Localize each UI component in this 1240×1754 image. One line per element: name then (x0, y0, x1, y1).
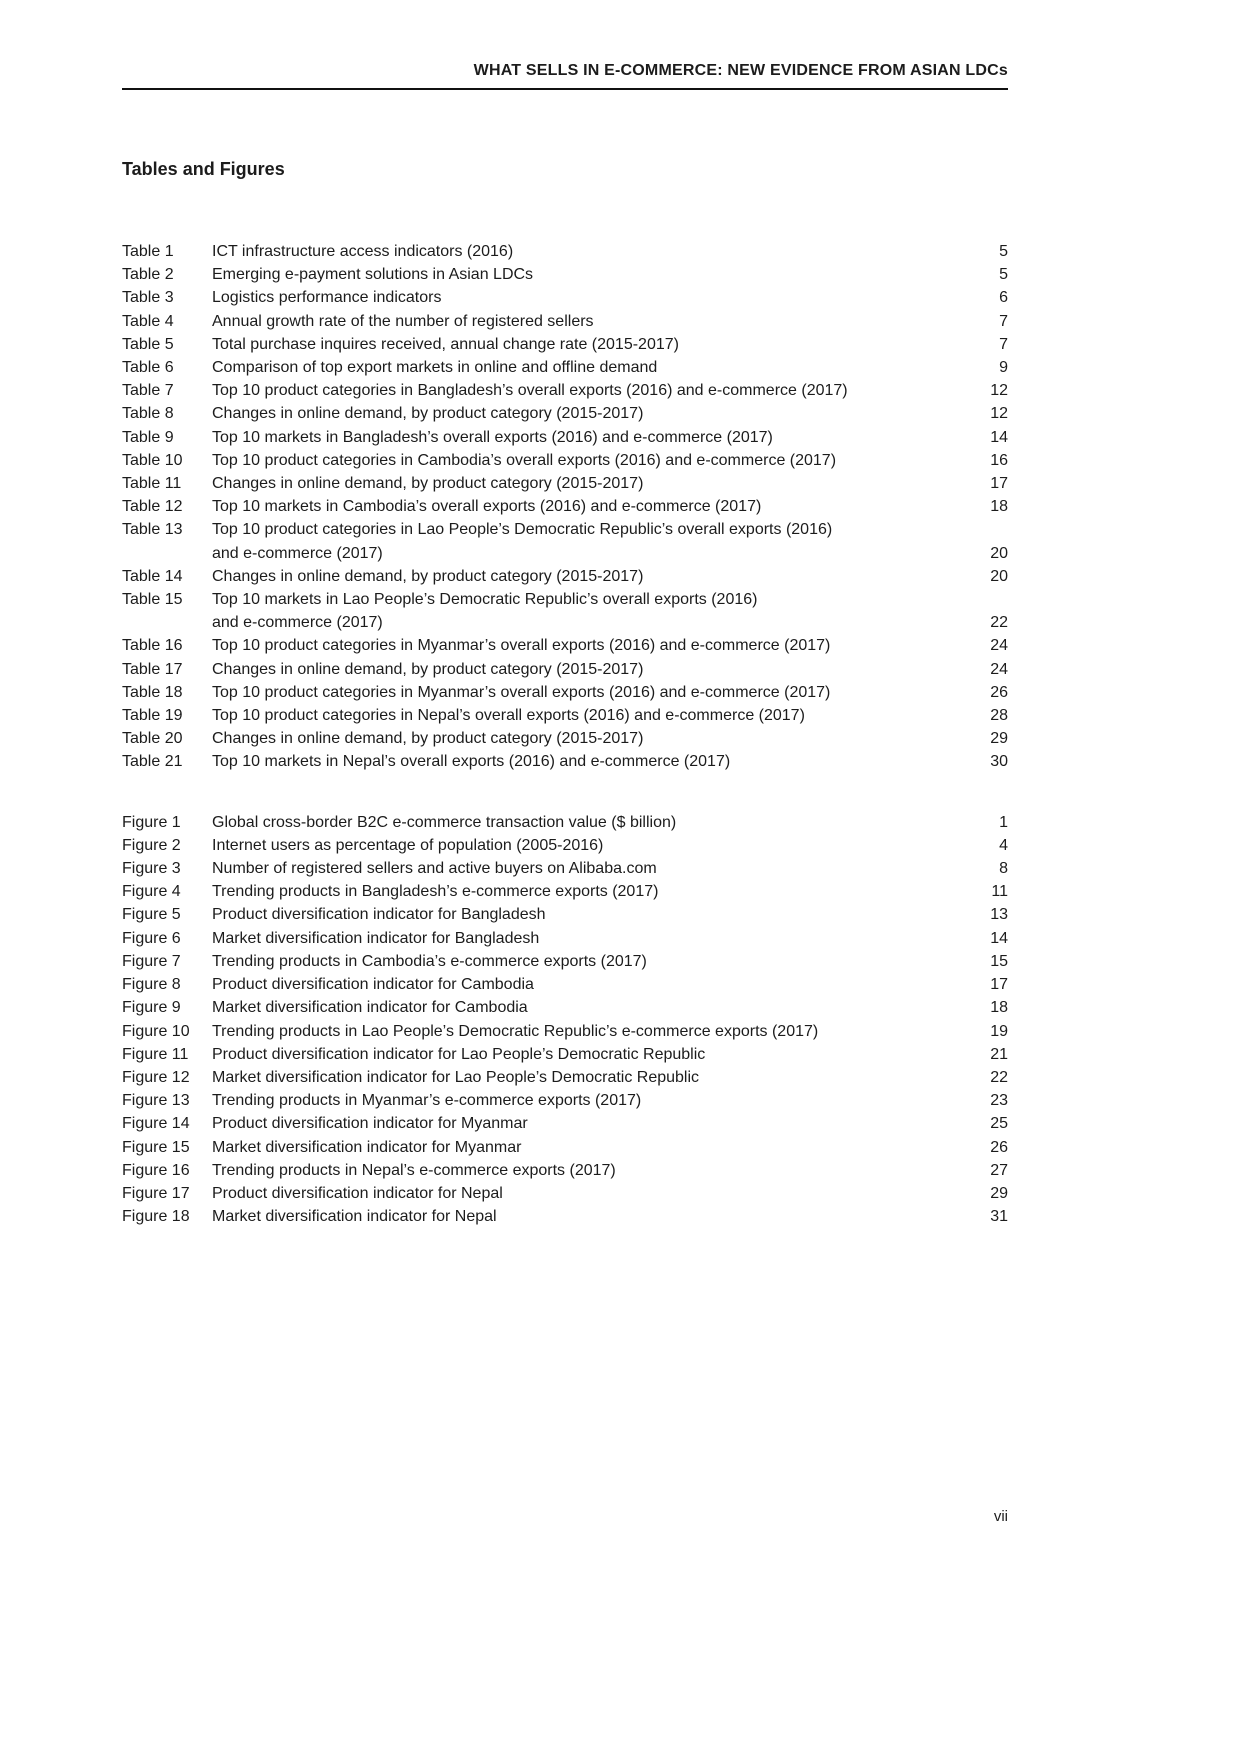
figure-entry (122, 903, 1008, 926)
table-label: Table 17 (122, 660, 183, 678)
running-header (122, 0, 1008, 90)
figure-page-number: 26 (990, 1138, 1008, 1156)
figure-title (212, 1182, 964, 1205)
table-entry (122, 286, 1008, 309)
table-title-line: and e-commerce (2017) (212, 614, 383, 632)
figure-label: Figure 11 (122, 1045, 189, 1063)
figure-entry (122, 811, 1008, 834)
figure-entry (122, 1066, 1008, 1089)
table-entry (122, 472, 1008, 495)
figure-title (212, 1089, 964, 1112)
table-page-number: 7 (999, 312, 1008, 330)
table-page-number: 16 (990, 451, 1008, 469)
table-entry (122, 379, 1008, 402)
figure-label: Figure 7 (122, 952, 181, 970)
table-title-line: Top 10 markets in Nepal’s overall exports (2016) and e-commerce (2017) (212, 753, 731, 771)
table-title-line: Top 10 product categories in Myanmar’s overall exports (2016) and e-commerce (2017) (212, 683, 831, 701)
figure-page-number: 27 (990, 1161, 1008, 1179)
table-title-line: Changes in online demand, by product category (2015-2017) (212, 660, 644, 678)
figure-title-line: Market diversification indicator for Lao People’s Democratic Republic (212, 1068, 700, 1086)
figure-title (212, 1205, 964, 1228)
table-entry (122, 750, 1008, 773)
table-title (212, 727, 964, 750)
figure-entry (122, 857, 1008, 880)
table-entry (122, 681, 1008, 704)
figure-page-number: 18 (990, 999, 1008, 1017)
table-label: Table 3 (122, 289, 174, 307)
running-header-title: WHAT SELLS IN E-COMMERCE: NEW EVIDENCE FROM ASIAN LDCs (473, 62, 1008, 79)
table-label: Table 1 (122, 243, 174, 260)
figure-label: Figure 8 (122, 976, 181, 994)
figure-entry (122, 1043, 1008, 1066)
table-title (212, 333, 964, 356)
table-title-line: Top 10 product categories in Myanmar’s overall exports (2016) and e-commerce (2017) (212, 637, 831, 655)
table-label: Table 10 (122, 451, 183, 469)
figure-label: Figure 3 (122, 860, 181, 878)
table-title (212, 518, 964, 564)
figure-entry (122, 1182, 1008, 1205)
table-page-number: 7 (999, 335, 1008, 353)
table-title-line: Top 10 product categories in Nepal’s overall exports (2016) and e-commerce (2017) (212, 707, 805, 725)
table-title-line: Top 10 product categories in Lao People’s Democratic Republic’s overall exports (2016) (212, 521, 833, 539)
table-page-number: 20 (990, 567, 1008, 585)
figure-title (212, 834, 964, 857)
figure-entry (122, 973, 1008, 996)
figure-title (212, 1020, 964, 1043)
figure-title-line: Global cross-border B2C e-commerce transaction value ($ billion) (212, 813, 677, 831)
table-page-number: 24 (990, 660, 1008, 678)
table-title-line: Emerging e-payment solutions in Asian LDCs (212, 266, 534, 284)
table-entry (122, 704, 1008, 727)
figure-label: Figure 2 (122, 836, 181, 854)
table-title (212, 310, 964, 333)
table-title (212, 426, 964, 449)
table-entry (122, 310, 1008, 333)
figure-title (212, 950, 964, 973)
table-title (212, 750, 964, 773)
table-entry (122, 240, 1008, 263)
figure-title-line: Product diversification indicator for Cambodia (212, 976, 534, 994)
table-title (212, 356, 964, 379)
table-label: Table 14 (122, 567, 183, 585)
figure-page-number: 4 (999, 836, 1008, 854)
table-entry (122, 727, 1008, 750)
figure-label: Figure 13 (122, 1092, 190, 1110)
table-page-number: 5 (999, 266, 1008, 284)
table-title-line: Top 10 markets in Cambodia’s overall exports (2016) and e-commerce (2017) (212, 498, 762, 516)
table-label: Table 15 (122, 591, 183, 609)
table-entry (122, 588, 1008, 634)
table-page-number: 6 (999, 289, 1008, 307)
table-title-line: Changes in online demand, by product category (2015-2017) (212, 405, 644, 423)
figure-title (212, 903, 964, 926)
table-label: Table 9 (122, 428, 174, 446)
table-entry (122, 333, 1008, 356)
figure-title-line: Internet users as percentage of population (2005-2016) (212, 836, 604, 854)
figure-page-number: 1 (999, 813, 1008, 831)
table-label: Table 6 (122, 359, 174, 377)
table-title-line: and e-commerce (2017) (212, 544, 383, 562)
figure-page-number: 13 (990, 906, 1008, 924)
figure-label: Figure 4 (122, 883, 181, 901)
figures-list (122, 811, 1008, 1229)
table-title-line: Top 10 product categories in Bangladesh’s overall exports (2016) and e-commerce (2017) (212, 382, 848, 400)
figure-title-line: Market diversification indicator for Cambodia (212, 999, 528, 1017)
table-label: Table 7 (122, 382, 174, 400)
figure-title-line: Market diversification indicator for Myanmar (212, 1138, 522, 1156)
figure-title (212, 1043, 964, 1066)
figure-page-number: 22 (990, 1068, 1008, 1086)
table-title-line: Changes in online demand, by product category (2015-2017) (212, 475, 644, 493)
figure-label: Figure 9 (122, 999, 181, 1017)
table-title (212, 263, 964, 286)
section-title: Tables and Figures (122, 159, 285, 179)
figure-label: Figure 10 (122, 1022, 190, 1040)
table-label: Table 8 (122, 405, 174, 423)
table-page-number: 17 (990, 475, 1008, 493)
figure-label: Figure 12 (122, 1068, 190, 1086)
figure-page-number: 31 (990, 1208, 1008, 1226)
table-title (212, 658, 964, 681)
table-title (212, 495, 964, 518)
figure-title (212, 857, 964, 880)
table-entry (122, 518, 1008, 564)
figure-entry (122, 834, 1008, 857)
figure-entry (122, 1205, 1008, 1228)
page-content (122, 0, 1008, 1228)
figure-title-line: Product diversification indicator for Bangladesh (212, 906, 546, 924)
figure-page-number: 17 (990, 976, 1008, 994)
figure-title-line: Trending products in Lao People’s Democratic Republic’s e-commerce exports (2017) (212, 1022, 819, 1040)
figure-label: Figure 17 (122, 1184, 190, 1202)
table-page-number: 14 (990, 428, 1008, 446)
table-entry (122, 449, 1008, 472)
figure-entry (122, 1159, 1008, 1182)
table-label: Table 16 (122, 637, 183, 655)
table-page-number: 5 (999, 243, 1008, 260)
table-title-line: Changes in online demand, by product category (2015-2017) (212, 567, 644, 585)
table-page-number: 30 (990, 753, 1008, 771)
table-label: Table 21 (122, 753, 183, 771)
figure-page-number: 19 (990, 1022, 1008, 1040)
table-page-number: 12 (990, 405, 1008, 423)
table-page-number: 26 (990, 683, 1008, 701)
table-title-line: Annual growth rate of the number of registered sellers (212, 312, 594, 330)
figure-title (212, 927, 964, 950)
table-label: Table 19 (122, 707, 183, 725)
table-title-line: Top 10 markets in Lao People’s Democratic Republic’s overall exports (2016) (212, 591, 758, 609)
figure-page-number: 21 (990, 1045, 1008, 1063)
table-label: Table 20 (122, 730, 183, 748)
figure-page-number: 29 (990, 1184, 1008, 1202)
table-entry (122, 565, 1008, 588)
table-title-line: Top 10 product categories in Cambodia’s overall exports (2016) and e-commerce (2017) (212, 451, 837, 469)
folio-page-number: vii (993, 1508, 1008, 1525)
table-page-number: 12 (990, 382, 1008, 400)
table-label: Table 11 (122, 475, 182, 493)
table-title (212, 240, 964, 263)
table-label: Table 4 (122, 312, 174, 330)
figure-entry (122, 1089, 1008, 1112)
figure-label: Figure 16 (122, 1161, 190, 1179)
figure-label: Figure 15 (122, 1138, 190, 1156)
table-label: Table 5 (122, 335, 174, 353)
table-page-number: 24 (990, 637, 1008, 655)
figure-title (212, 1066, 964, 1089)
figure-page-number: 15 (990, 952, 1008, 970)
figure-title-line: Product diversification indicator for Myanmar (212, 1115, 528, 1133)
table-title (212, 588, 964, 634)
figure-entry (122, 1020, 1008, 1043)
figure-page-number: 25 (990, 1115, 1008, 1133)
figure-label: Figure 14 (122, 1115, 190, 1133)
figure-title (212, 1136, 964, 1159)
figure-title (212, 880, 964, 903)
table-title-line: ICT infrastructure access indicators (2016) (212, 243, 514, 260)
table-page-number: 22 (990, 614, 1008, 632)
figure-title-line: Number of registered sellers and active buyers on Alibaba.com (212, 860, 657, 878)
table-title (212, 565, 964, 588)
figure-entry (122, 1136, 1008, 1159)
table-entry (122, 356, 1008, 379)
table-page-number: 20 (990, 544, 1008, 562)
figure-title (212, 973, 964, 996)
figure-title (212, 1159, 964, 1182)
figure-title (212, 1112, 964, 1135)
table-title (212, 681, 964, 704)
table-title-line: Top 10 markets in Bangladesh’s overall exports (2016) and e-commerce (2017) (212, 428, 773, 446)
tables-list (122, 240, 1008, 774)
table-page-number: 29 (990, 730, 1008, 748)
figure-title-line: Trending products in Bangladesh’s e-commerce exports (2017) (212, 883, 659, 901)
figure-label: Figure 1 (122, 813, 181, 831)
figure-page-number: 23 (990, 1092, 1008, 1110)
table-entry (122, 634, 1008, 657)
table-entry (122, 658, 1008, 681)
table-entry (122, 263, 1008, 286)
table-title-line: Logistics performance indicators (212, 289, 442, 307)
figure-title-line: Trending products in Nepal’s e-commerce exports (2017) (212, 1161, 616, 1179)
page-footer (122, 1508, 1008, 1526)
figure-page-number: 8 (999, 860, 1008, 878)
table-title-line: Comparison of top export markets in online and offline demand (212, 359, 658, 377)
figure-title-line: Product diversification indicator for Nepal (212, 1184, 503, 1202)
figure-title-line: Product diversification indicator for Lao People’s Democratic Republic (212, 1045, 706, 1063)
figure-entry (122, 996, 1008, 1019)
table-label: Table 18 (122, 683, 183, 701)
table-title (212, 286, 964, 309)
table-entry (122, 426, 1008, 449)
table-label: Table 12 (122, 498, 183, 516)
figure-title-line: Market diversification indicator for Bangladesh (212, 929, 540, 947)
figure-entry (122, 1112, 1008, 1135)
table-title (212, 449, 964, 472)
figure-entry (122, 950, 1008, 973)
table-label: Table 2 (122, 266, 174, 284)
table-page-number: 9 (999, 359, 1008, 377)
figure-title-line: Trending products in Cambodia’s e-commerce exports (2017) (212, 952, 647, 970)
figure-label: Figure 5 (122, 906, 181, 924)
figure-entry (122, 880, 1008, 903)
figure-entry (122, 927, 1008, 950)
table-title-line: Total purchase inquires received, annual change rate (2015-2017) (212, 335, 679, 353)
figure-title (212, 996, 964, 1019)
table-title (212, 472, 964, 495)
table-entry (122, 495, 1008, 518)
table-title (212, 379, 964, 402)
figure-title (212, 811, 964, 834)
table-label: Table 13 (122, 521, 183, 539)
figure-title-line: Market diversification indicator for Nepal (212, 1208, 497, 1226)
table-title (212, 402, 964, 425)
figure-label: Figure 6 (122, 929, 181, 947)
table-title (212, 634, 964, 657)
figure-title-line: Trending products in Myanmar’s e-commerce exports (2017) (212, 1092, 642, 1110)
figure-page-number: 14 (990, 929, 1008, 947)
table-title (212, 704, 964, 727)
table-entry (122, 402, 1008, 425)
table-page-number: 28 (990, 707, 1008, 725)
figure-page-number: 11 (991, 883, 1008, 901)
table-title-line: Changes in online demand, by product category (2015-2017) (212, 730, 644, 748)
figure-label: Figure 18 (122, 1208, 190, 1226)
table-page-number: 18 (990, 498, 1008, 516)
